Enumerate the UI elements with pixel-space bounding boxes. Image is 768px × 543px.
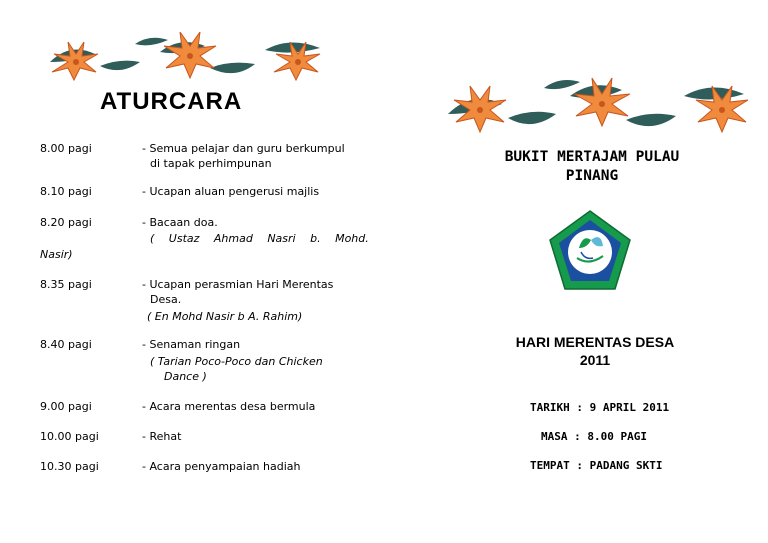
schedule-time: 8.20 pagi <box>40 216 92 229</box>
page-title: ATURCARA <box>100 88 243 115</box>
schedule-activity-continued: Nasir) <box>40 248 73 261</box>
schedule-activity: - Ucapan aluan pengerusi majlis <box>142 185 320 198</box>
school-badge-icon <box>547 208 633 294</box>
schedule-activity: - Bacaan doa. ( Ustaz Ahmad Nasri b. Mohd. <box>142 216 369 245</box>
schedule-activity: - Acara merentas desa bermula <box>142 400 316 413</box>
event-time: MASA : 8.00 PAGI <box>541 430 647 443</box>
schedule-time: 10.00 pagi <box>40 430 99 443</box>
schedule-time: 8.10 pagi <box>40 185 92 198</box>
school-name: BUKIT MERTAJAM PULAU PINANG <box>504 149 680 184</box>
schedule-activity: - Ucapan perasmian Hari Merentas Desa. ( En Mohd Nasir b A. Rahim) <box>142 278 334 323</box>
schedule-time: 8.35 pagi <box>40 278 92 291</box>
event-venue: TEMPAT : PADANG SKTI <box>530 459 663 472</box>
event-date: TARIKH : 9 APRIL 2011 <box>530 401 670 414</box>
event-title: HARI MERENTAS DESA 2011 <box>515 334 675 368</box>
floral-decoration-left <box>40 32 330 84</box>
schedule-activity: - Acara penyampaian hadiah <box>142 460 301 473</box>
schedule-activity: - Rehat <box>142 430 182 443</box>
schedule-activity: - Semua pelajar dan guru berkumpul di tapak perhimpunan <box>142 142 345 170</box>
schedule-time: 8.40 pagi <box>40 338 92 351</box>
schedule-time: 8.00 pagi <box>40 142 92 155</box>
schedule-time: 9.00 pagi <box>40 400 92 413</box>
flower-icon <box>52 32 320 80</box>
floral-decoration-right <box>440 74 750 136</box>
schedule-time: 10.30 pagi <box>40 460 99 473</box>
schedule-activity: - Senaman ringan ( Tarian Poco-Poco dan Chicken Dance ) <box>142 338 323 383</box>
